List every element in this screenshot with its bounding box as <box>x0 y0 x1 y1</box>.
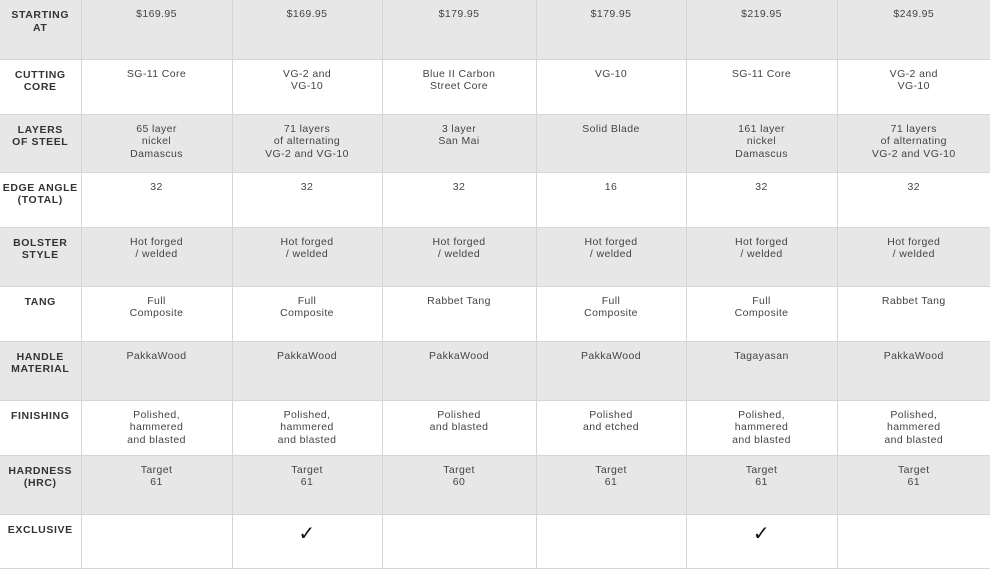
table-cell: Hot forged / welded <box>382 227 536 286</box>
row-label: EDGE ANGLE (TOTAL) <box>0 172 81 227</box>
table-cell: Target 61 <box>837 455 990 514</box>
table-cell: Full Composite <box>232 286 382 341</box>
exclusive-cell <box>232 514 382 568</box>
table-cell: SG-11 Core <box>686 59 837 114</box>
table-cell: 65 layer nickel Damascus <box>81 114 232 172</box>
table-cell: Tagayasan <box>686 341 837 400</box>
price-cell: $219.95 <box>686 0 837 59</box>
row-label: LAYERS OF STEEL <box>0 114 81 172</box>
table-cell: SG-11 Core <box>81 59 232 114</box>
table-cell: Target 60 <box>382 455 536 514</box>
table-cell: Hot forged / welded <box>686 227 837 286</box>
table-cell: Rabbet Tang <box>382 286 536 341</box>
row-bolster-style <box>0 227 990 286</box>
table-cell: Full Composite <box>686 286 837 341</box>
price-cell: $179.95 <box>382 0 536 59</box>
row-edge-angle <box>0 172 990 227</box>
table-cell: Target 61 <box>232 455 382 514</box>
row-handle-material <box>0 341 990 400</box>
table-cell: Polished, hammered and blasted <box>837 400 990 455</box>
table-cell: Polished, hammered and blasted <box>686 400 837 455</box>
exclusive-cell <box>382 514 536 568</box>
row-label: FINISHING <box>0 400 81 455</box>
table-cell: 32 <box>686 172 837 227</box>
price-cell: $249.95 <box>837 0 990 59</box>
exclusive-cell <box>81 514 232 568</box>
table-cell: Target 61 <box>81 455 232 514</box>
exclusive-cell <box>837 514 990 568</box>
table-cell: VG-10 <box>536 59 686 114</box>
table-cell: Solid Blade <box>536 114 686 172</box>
table-cell: 16 <box>536 172 686 227</box>
exclusive-cell <box>686 514 837 568</box>
table-cell: Hot forged / welded <box>536 227 686 286</box>
row-layers-of-steel <box>0 114 990 172</box>
table-cell: Full Composite <box>536 286 686 341</box>
table-cell: Rabbet Tang <box>837 286 990 341</box>
table-cell: 71 layers of alternating VG-2 and VG-10 <box>232 114 382 172</box>
table-cell: Polished and blasted <box>382 400 536 455</box>
row-finishing <box>0 400 990 455</box>
table-cell: 32 <box>232 172 382 227</box>
table-cell: 161 layer nickel Damascus <box>686 114 837 172</box>
table-cell: PakkaWood <box>837 341 990 400</box>
row-label: EXCLUSIVE <box>0 514 81 568</box>
table-cell: PakkaWood <box>81 341 232 400</box>
table-cell: Polished and etched <box>536 400 686 455</box>
price-cell: $179.95 <box>536 0 686 59</box>
row-hardness <box>0 455 990 514</box>
row-label: BOLSTER STYLE <box>0 227 81 286</box>
table-cell: 32 <box>382 172 536 227</box>
table-cell: 32 <box>837 172 990 227</box>
table-cell: PakkaWood <box>382 341 536 400</box>
table-cell: Target 61 <box>536 455 686 514</box>
row-cutting-core <box>0 59 990 114</box>
table-cell: Polished, hammered and blasted <box>232 400 382 455</box>
table-cell: Full Composite <box>81 286 232 341</box>
table-cell: Hot forged / welded <box>81 227 232 286</box>
checkmark-icon: ✓ <box>298 522 316 545</box>
row-label: STARTING AT <box>0 0 81 59</box>
row-tang <box>0 286 990 341</box>
row-starting-at <box>0 0 990 59</box>
row-label: HANDLE MATERIAL <box>0 341 81 400</box>
exclusive-cell <box>536 514 686 568</box>
table-cell: Polished, hammered and blasted <box>81 400 232 455</box>
table-cell: VG-2 and VG-10 <box>232 59 382 114</box>
table-cell: 32 <box>81 172 232 227</box>
table-cell: Target 61 <box>686 455 837 514</box>
table-cell: 71 layers of alternating VG-2 and VG-10 <box>837 114 990 172</box>
price-cell: $169.95 <box>232 0 382 59</box>
table-cell: Hot forged / welded <box>232 227 382 286</box>
checkmark-icon: ✓ <box>752 522 771 545</box>
row-label: CUTTING CORE <box>0 59 81 114</box>
price-cell: $169.95 <box>81 0 232 59</box>
row-exclusive <box>0 514 990 568</box>
table-cell: PakkaWood <box>536 341 686 400</box>
table-cell: Blue II Carbon Street Core <box>382 59 536 114</box>
table-cell: 3 layer San Mai <box>382 114 536 172</box>
row-label: HARDNESS (HRC) <box>0 455 81 514</box>
table-cell: VG-2 and VG-10 <box>837 59 990 114</box>
table-cell: PakkaWood <box>232 341 382 400</box>
row-label: TANG <box>0 286 81 341</box>
table-cell: Hot forged / welded <box>837 227 990 286</box>
